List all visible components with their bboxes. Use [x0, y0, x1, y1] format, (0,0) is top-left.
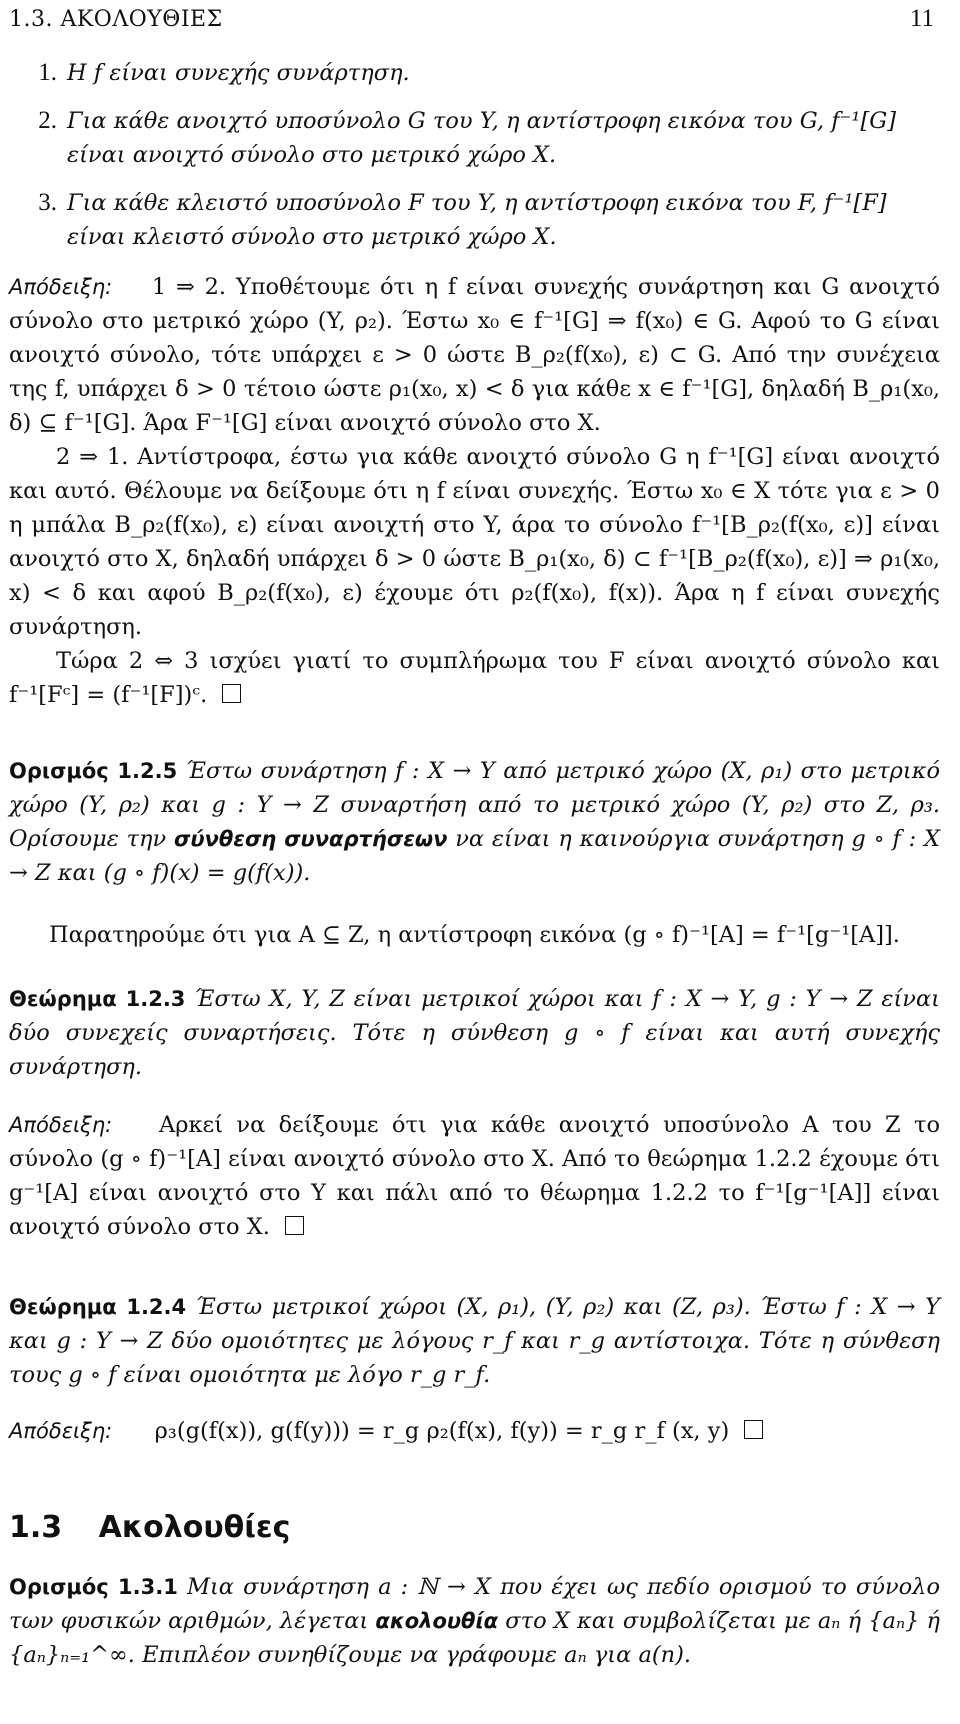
page-number: 11 [909, 5, 934, 32]
proof-paragraph: 1 ⇒ 2. Υποθέτουμε ότι η f είναι συνεχής συνάρτηση και G ανοιχτό σύνολο στο μετρικό χώρο (Y, ρ₂). Έστω x₀ ∈ f⁻¹[G] ⇒ f(x₀) ∈ G. Αφού το G είναι ανοιχτό σύνολο, τότε υπάρχει ε > 0 ώστε B_ρ₂(f(x₀), ε) ⊂ G. Από την συνέχεια της f, υπάρχει δ > 0 τέτοιο ώστε ρ₁(x₀, x) < δ για κάθε x ∈ f⁻¹[G], δηλαδή B_ρ₁(x₀, δ) ⊆ f⁻¹[G]. Άρα F⁻¹[G] είναι ανοιχτό σύνολο στο X. [9, 274, 941, 436]
proof-paragraph: Τώρα 2 ⇔ 3 ισχύει γιατί το συμπλήρωμα του F είναι ανοιχτό σύνολο και f⁻¹[Fᶜ] = (f⁻¹[F])ᶜ. [9, 648, 940, 708]
proof-label: Απόδειξη: [9, 1113, 113, 1137]
theorem-text: Έστω μετρικοί χώροι (X, ρ₁), (Y, ρ₂) και (Z, ρ₃). Έστω f : X → Y και g : Y → Z δύο ομοιότητες με λόγους r_f και r_g αντίστοιχα. Τότε η σύνθεση τους g ∘ f είναι ομοιότητα με λόγο r_g r_f. [9, 1294, 941, 1388]
definition-text: Μια συνάρτηση a : ℕ → X που έχει ως πεδίο ορισμού το σύνολο των φυσικών αριθμών, λέγεται [9, 1574, 940, 1634]
list-item-number: 3. [38, 189, 57, 216]
definition-text: Έστω συνάρτηση f : X → Y από μετρικό χώρο (X, ρ₁) στο μετρικό χώρο (Y, ρ₂) και g : Y → Z συναρτήση από το μετρικό χώρο (Y, ρ₂) στο Z, ρ₃. [9, 758, 941, 818]
list-item [9, 186, 940, 254]
definition-text: στο X και συμβολίζεται με aₙ ή {aₙ} ή {aₙ}ₙ₌₁^∞. Επιπλέον συνηθίζουμε να γράφουμε aₙ για a(n). [9, 1608, 941, 1668]
proof-similarity [9, 1414, 940, 1448]
section-heading [9, 1508, 940, 1548]
theorem-conditions-list [9, 56, 940, 254]
list-item-text: Για κάθε ανοιχτό υποσύνολο G του Y, η αντίστροφη εικόνα του G, f⁻¹[G] είναι ανοιχτό σύνολο στο μετρικό χώρο X. [67, 108, 896, 168]
remark-composition-inverse [9, 918, 940, 952]
remark-text: Παρατηρούμε ότι για A ⊆ Z, η αντίστροφη εικόνα (g ∘ f)⁻¹[A] = f⁻¹[g⁻¹[A]]. [49, 922, 900, 948]
theorem-label: Θεώρημα 1.2.4 [9, 1295, 187, 1319]
qed-square-icon [285, 1216, 304, 1235]
qed-square-icon [744, 1420, 763, 1439]
definition-text: να είναι η καινούργια συνάρτηση g ∘ f : X → Z και (g ∘ f)(x) = g(f(x)). [9, 826, 940, 886]
proof-equation: ρ₃(g(f(x)), g(f(y))) = r_g ρ₂(f(x), f(y)) = r_g r_f (x, y) [154, 1418, 730, 1444]
definition-label: Ορισμός 1.3.1 [9, 1575, 178, 1599]
section-title: Ακολουθίες [98, 1510, 291, 1545]
theorem-1-2-4 [9, 1290, 940, 1392]
definition-1-2-5 [9, 754, 940, 890]
definition-1-3-1 [9, 1570, 940, 1672]
running-header [9, 2, 940, 46]
proof-paragraph: 2 ⇒ 1. Αντίστροφα, έστω για κάθε ανοιχτό σύνολο G η f⁻¹[G] είναι ανοιχτό και αυτό. Θέλουμε να δείξουμε ότι η f είναι συνεχής. Έστω x₀ ∈ X τότε για ε > 0 η μπάλα B_ρ₂(f(x₀), ε) είναι ανοιχτή στο Y, άρα το σύνολο f⁻¹[B_ρ₂(f(x₀, ε)] είναι ανοιχτό στο X, δηλαδή υπάρχει δ > 0 ώστε B_ρ₁(x₀, δ) ⊂ f⁻¹[B_ρ₂(f(x₀), ε)] ⇒ ρ₁(x₀, x) < δ και αφού B_ρ₂(f(x₀), ε) έχουμε ότι ρ₂(f(x₀), f(x)). Άρα η f είναι συνεχής συνάρτηση. [9, 444, 940, 640]
proof-continuity [9, 270, 940, 712]
definition-text: Ορίσουμε την [9, 826, 167, 852]
theorem-label: Θεώρημα 1.2.3 [9, 987, 186, 1011]
proof-label: Απόδειξη: [9, 1419, 113, 1443]
proof-label: Απόδειξη: [9, 275, 113, 299]
proof-composition-continuous [9, 1108, 940, 1244]
list-item-text: Για κάθε κλειστό υποσύνολο F του Y, η αντίστροφη εικόνα του F, f⁻¹[F] είναι κλειστό σύνολο στο μετρικό χώρο X. [67, 190, 887, 250]
list-item [9, 56, 940, 90]
section-number: 1.3 [9, 1510, 63, 1545]
list-item [9, 104, 940, 172]
definition-label: Ορισμός 1.2.5 [9, 759, 178, 783]
theorem-text: Έστω X, Y, Z είναι μετρικοί χώροι και f : X → Y, g : Y → Z είναι δύο συνεχείς συναρτήσεις. Τότε η σύνθεση g ∘ f είναι και αυτή συνεχής συνάρτηση. [9, 986, 940, 1080]
qed-square-icon [222, 684, 241, 703]
definition-term: ακολουθία [375, 1609, 499, 1633]
theorem-1-2-3 [9, 982, 940, 1084]
list-item-number: 2. [38, 107, 57, 134]
header-title: 1.3. ΑΚΟΛΟΥΘΙΕΣ [9, 7, 223, 32]
proof-paragraph: Αρκεί να δείξουμε ότι για κάθε ανοιχτό υποσύνολο A του Z το σύνολο (g ∘ f)⁻¹[A] είναι ανοιχτό σύνολο στο X. Από το θεώρημα 1.2.2 έχουμε ότι g⁻¹[A] είναι ανοιχτό στο Y και πάλι από το θέωρημα 1.2.2 το f⁻¹[g⁻¹[A]] είναι ανοιχτό σύνολο στο X. [9, 1112, 941, 1240]
definition-term: σύνθεση συναρτήσεων [173, 827, 448, 851]
list-item-number: 1. [38, 59, 57, 86]
list-item-text: Η f είναι συνεχής συνάρτηση. [67, 60, 410, 86]
